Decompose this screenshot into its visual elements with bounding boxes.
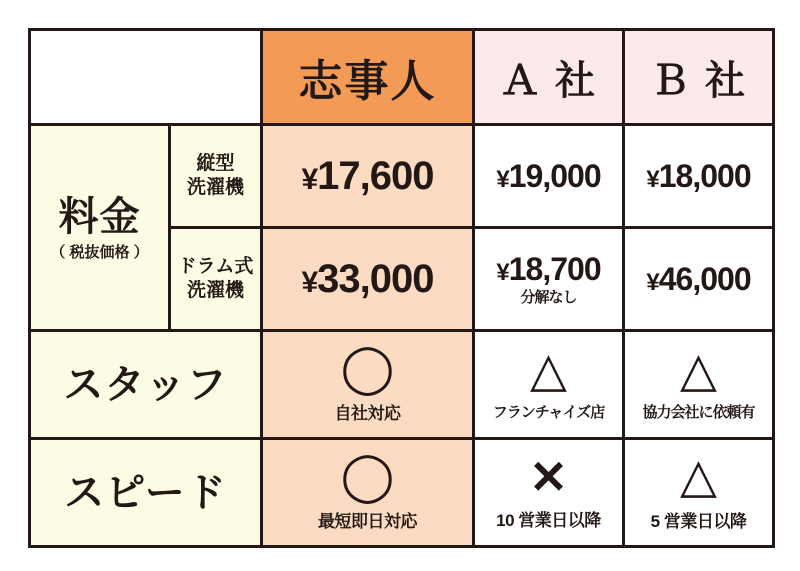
yen-symbol: ¥: [301, 265, 318, 299]
price-company-b-vertical: [624, 125, 774, 228]
comparison-table: [28, 28, 775, 548]
speed-own-note: 最短即日対応: [318, 512, 417, 531]
price-company-a-vertical: [474, 125, 624, 228]
speed-company-a-note: 10 営業日以降: [496, 511, 601, 530]
row-sublabel-drum-washer-line2: 洗濯機: [186, 280, 244, 301]
header-company-a: Ａ 社: [474, 30, 624, 125]
speed-company-b-note: 5 営業日以降: [650, 512, 747, 531]
table-row: [30, 331, 774, 439]
row-label-price: [30, 125, 170, 331]
table-row: [30, 125, 774, 228]
staff-own-cell: [262, 331, 474, 439]
table-row: [30, 439, 774, 547]
price-company-a-drum-value: 18,700: [508, 251, 601, 287]
header-blank-cell: [30, 30, 262, 125]
price-own-drum-value: 33,000: [317, 256, 434, 301]
row-sublabel-drum-washer-line1: ドラム式: [177, 256, 254, 278]
circle-mark-icon: ◯: [340, 342, 395, 395]
price-company-b-vertical-value: 18,000: [658, 157, 751, 194]
yen-symbol: ¥: [496, 259, 509, 286]
row-label-price-main: 料金: [58, 194, 141, 239]
staff-company-b-cell: [624, 331, 774, 439]
row-sublabel-vertical-washer: [170, 125, 262, 228]
row-sublabel-vertical-washer-line1: 縦型: [196, 153, 235, 175]
circle-mark-icon: ◯: [340, 450, 395, 503]
price-own-vertical-value: 17,600: [317, 153, 434, 198]
price-own-vertical: [262, 125, 474, 228]
speed-own-cell: [262, 439, 474, 547]
price-company-a-vertical-value: 19,000: [508, 157, 601, 194]
cross-mark-icon: ✕: [529, 451, 568, 503]
header-company-b: Ｂ 社: [624, 30, 774, 125]
yen-symbol: ¥: [496, 165, 509, 193]
triangle-mark-icon: △: [680, 344, 717, 397]
staff-company-b-note: 協力会社に依頼有: [642, 404, 755, 421]
price-company-b-drum-value: 46,000: [658, 260, 751, 297]
staff-company-a-note: フランチャイズ店: [492, 404, 605, 421]
staff-own-note: 自社対応: [334, 404, 401, 423]
staff-company-a-cell: [474, 331, 624, 439]
row-sublabel-vertical-washer-line2: 洗濯機: [186, 177, 244, 198]
yen-symbol: ¥: [646, 268, 659, 296]
speed-company-a-cell: [474, 439, 624, 547]
header-own-company: 志事人: [262, 30, 474, 125]
row-sublabel-drum-washer: [170, 228, 262, 331]
speed-company-b-cell: [624, 439, 774, 547]
price-company-b-drum: [624, 228, 774, 331]
triangle-mark-icon: △: [530, 344, 567, 397]
yen-symbol: ¥: [301, 162, 318, 196]
triangle-mark-icon: △: [680, 450, 717, 503]
price-own-drum: [262, 228, 474, 331]
table-header-row: [30, 30, 774, 125]
price-company-a-drum: [474, 228, 624, 331]
row-label-speed: スピード: [30, 439, 262, 547]
yen-symbol: ¥: [646, 165, 659, 193]
row-label-price-sub: （ 税抜価格 ）: [50, 243, 149, 261]
row-label-staff: スタッフ: [30, 331, 262, 439]
price-company-a-drum-note: 分解なし: [520, 289, 577, 306]
